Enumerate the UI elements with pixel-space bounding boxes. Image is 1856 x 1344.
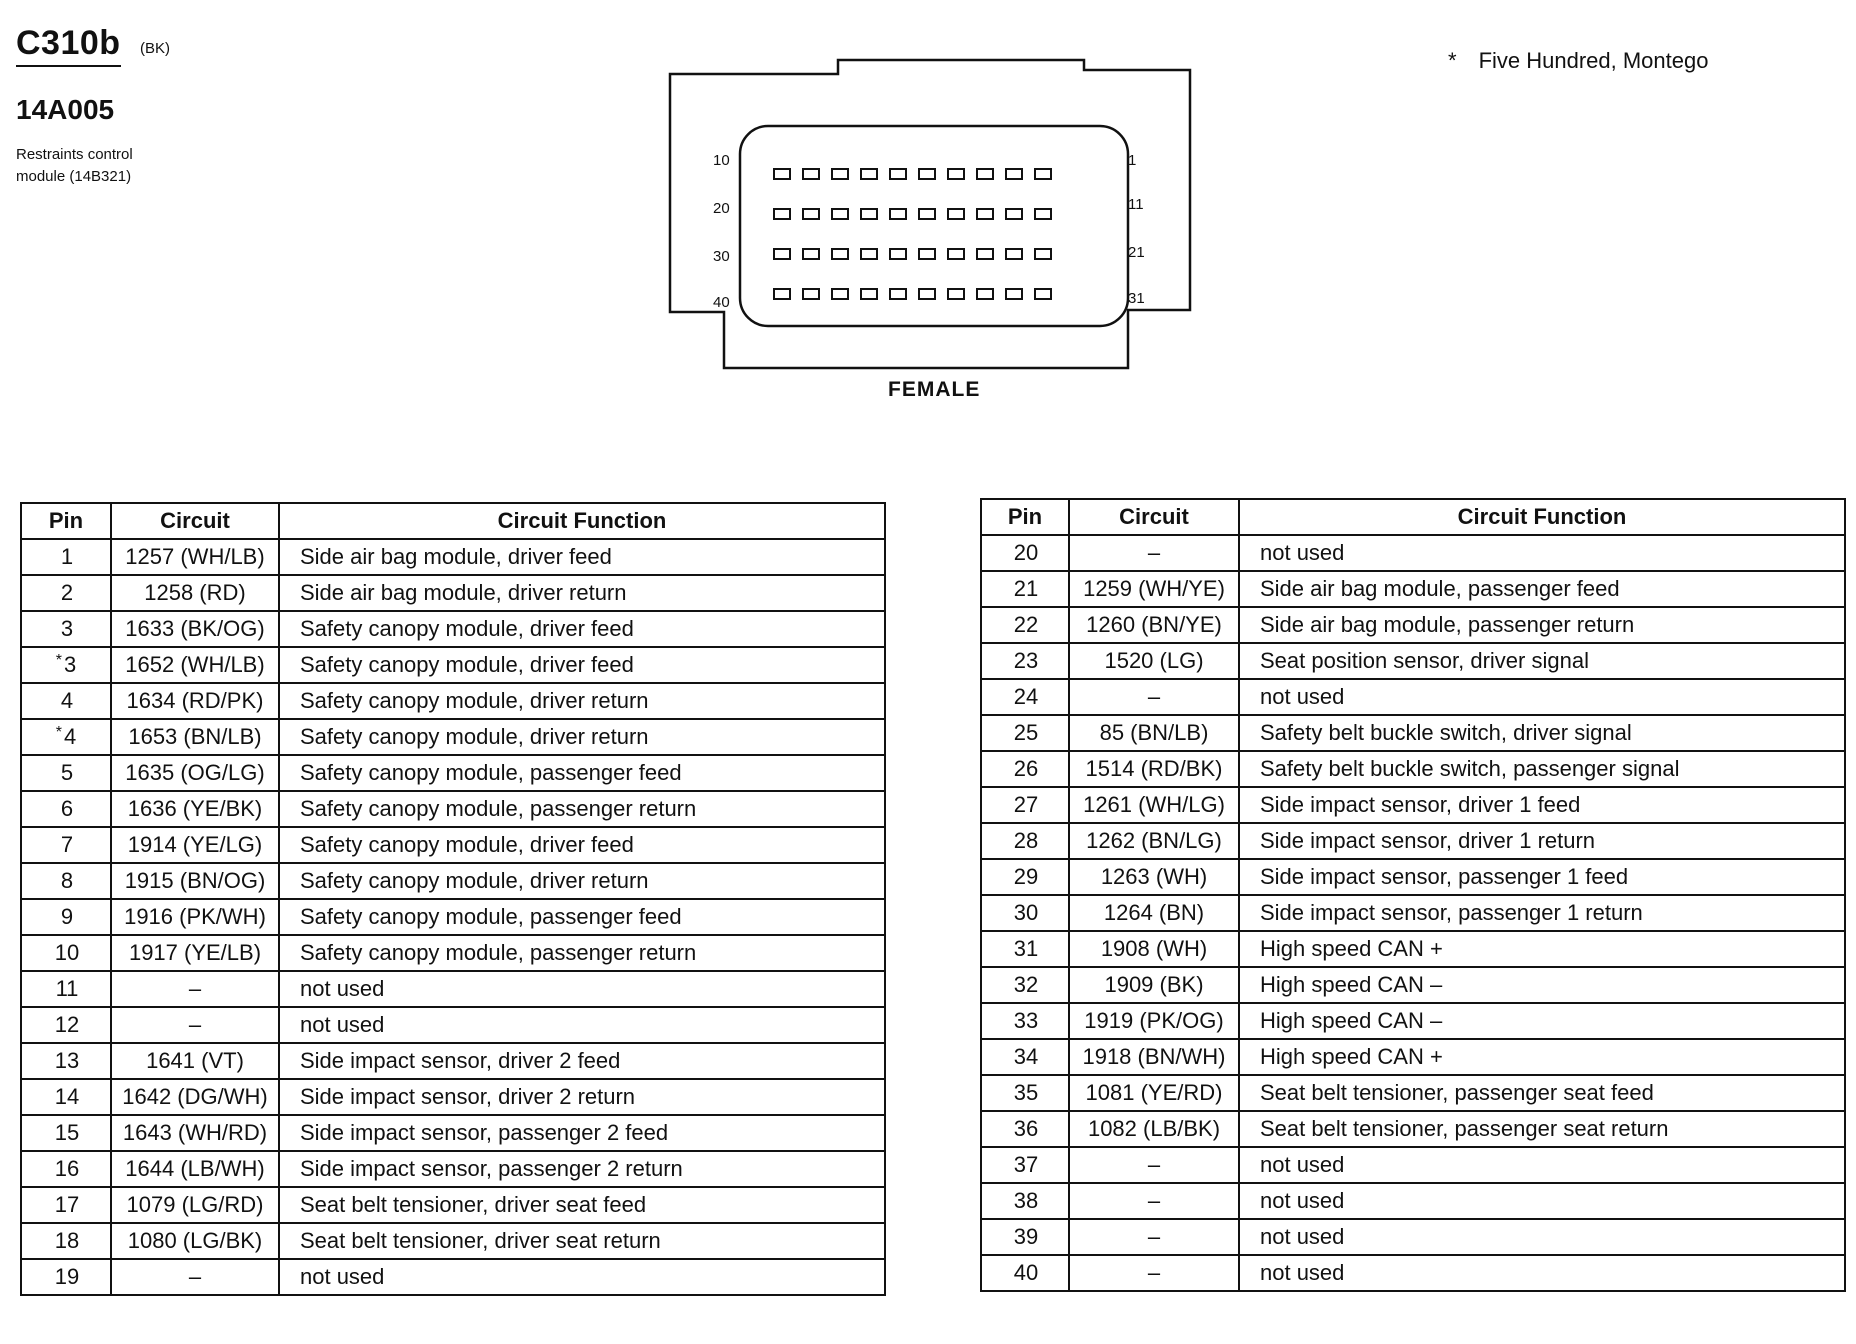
- function-cell: not used: [279, 1259, 885, 1295]
- pin-number: 22: [1013, 612, 1039, 637]
- table-row: [21, 1079, 885, 1115]
- pin-number: 15: [54, 1120, 80, 1145]
- part-number: 14A005: [16, 94, 115, 125]
- circuit-cell: 1914 (YE/LG): [111, 827, 279, 863]
- pin-cavity: [1006, 249, 1022, 259]
- function-cell: Side air bag module, passenger return: [1239, 607, 1845, 643]
- circuit-cell: 1080 (LG/BK): [111, 1223, 279, 1259]
- circuit-cell: 1081 (YE/RD): [1069, 1075, 1239, 1111]
- pin-cavity: [948, 169, 964, 179]
- table-row: [21, 1223, 885, 1259]
- table-row: [981, 571, 1845, 607]
- pin-cell: [981, 1147, 1069, 1183]
- pin-number: 13: [54, 1048, 80, 1073]
- pin-number: 38: [1013, 1188, 1039, 1213]
- table-row: [981, 607, 1845, 643]
- pin-cavity: [977, 289, 993, 299]
- module-description-line1: Restraints control: [16, 146, 133, 163]
- circuit-cell: 1263 (WH): [1069, 859, 1239, 895]
- pin-cell: [21, 827, 111, 863]
- table-row: [981, 1111, 1845, 1147]
- table-row: [981, 1003, 1845, 1039]
- module-description-line2: module (14B321): [16, 168, 132, 185]
- circuit-cell: 1258 (RD): [111, 575, 279, 611]
- pin-cavity: [890, 209, 906, 219]
- pin-number: 32: [1013, 972, 1039, 997]
- function-cell: Side impact sensor, driver 2 return: [279, 1079, 885, 1115]
- model-note: [1448, 48, 1708, 74]
- circuit-cell: 1633 (BK/OG): [111, 611, 279, 647]
- pin-number: 39: [1013, 1224, 1039, 1249]
- pin-cell: [21, 1223, 111, 1259]
- module-description: [16, 144, 133, 188]
- function-cell: not used: [1239, 1219, 1845, 1255]
- function-cell: Side impact sensor, driver 1 feed: [1239, 787, 1845, 823]
- note-symbol: *: [1448, 48, 1457, 73]
- circuit-cell: –: [111, 1259, 279, 1295]
- pin-cavity: [803, 169, 819, 179]
- function-cell: Side impact sensor, passenger 1 feed: [1239, 859, 1845, 895]
- table-row: [21, 1259, 885, 1295]
- pin-cavity: [977, 249, 993, 259]
- table-row: [981, 895, 1845, 931]
- table-row: [981, 715, 1845, 751]
- pin-cavity: [977, 209, 993, 219]
- pin-number: 40: [1013, 1260, 1039, 1285]
- table-row: [21, 899, 885, 935]
- pin-cavity: [832, 169, 848, 179]
- pin-number: 2: [60, 580, 74, 605]
- function-cell: not used: [1239, 1183, 1845, 1219]
- circuit-cell: 1259 (WH/YE): [1069, 571, 1239, 607]
- pin-cell: [981, 1183, 1069, 1219]
- pin-table-left: [20, 502, 886, 1296]
- circuit-cell: 1262 (BN/LG): [1069, 823, 1239, 859]
- pin-number: 27: [1013, 792, 1039, 817]
- pin-cell: [21, 935, 111, 971]
- pin-number: 17: [54, 1192, 80, 1217]
- pin-cell: [21, 1115, 111, 1151]
- pin-cell: [21, 971, 111, 1007]
- pin-number: 21: [1013, 576, 1039, 601]
- table-row: [21, 1007, 885, 1043]
- function-cell: High speed CAN +: [1239, 1039, 1845, 1075]
- table-row: [21, 935, 885, 971]
- function-cell: Seat belt tensioner, passenger seat feed: [1239, 1075, 1845, 1111]
- circuit-cell: –: [111, 971, 279, 1007]
- pin-cell: [981, 1075, 1069, 1111]
- pin-label-10: 10: [713, 152, 730, 169]
- pin-number: 33: [1013, 1008, 1039, 1033]
- pin-cavity: [861, 169, 877, 179]
- pin-number: 6: [60, 796, 74, 821]
- pin-cell: [21, 1151, 111, 1187]
- pin-cell: [981, 1255, 1069, 1291]
- pin-cell: [981, 967, 1069, 1003]
- circuit-cell: 1261 (WH/LG): [1069, 787, 1239, 823]
- table-row: [21, 683, 885, 719]
- pin-cell: [981, 715, 1069, 751]
- circuit-cell: 1634 (RD/PK): [111, 683, 279, 719]
- pin-number: 7: [60, 832, 74, 857]
- function-cell: Safety canopy module, passenger return: [279, 935, 885, 971]
- pin-cell: [981, 1039, 1069, 1075]
- circuit-cell: 1916 (PK/WH): [111, 899, 279, 935]
- col-header-circuit: Circuit: [1069, 499, 1239, 535]
- circuit-cell: 1908 (WH): [1069, 931, 1239, 967]
- function-cell: not used: [1239, 679, 1845, 715]
- pin-cell: [21, 863, 111, 899]
- table-row: [21, 719, 885, 755]
- pin-cavity: [919, 169, 935, 179]
- function-cell: Safety canopy module, driver return: [279, 719, 885, 755]
- circuit-cell: 1644 (LB/WH): [111, 1151, 279, 1187]
- pin-cell: [21, 1043, 111, 1079]
- pin-cell: [981, 607, 1069, 643]
- pin-cell: [21, 719, 111, 755]
- function-cell: Side air bag module, driver feed: [279, 539, 885, 575]
- col-header-pin: Pin: [981, 499, 1069, 535]
- circuit-cell: 1917 (YE/LB): [111, 935, 279, 971]
- pin-cavity: [1035, 169, 1051, 179]
- function-cell: Side impact sensor, passenger 2 return: [279, 1151, 885, 1187]
- pin-number: 26: [1013, 756, 1039, 781]
- function-cell: not used: [279, 971, 885, 1007]
- note-text: Five Hundred, Montego: [1478, 48, 1709, 73]
- pin-cavity: [803, 209, 819, 219]
- connector-outline: [660, 50, 1200, 390]
- pin-table-right: [980, 498, 1846, 1292]
- pin-cell: [21, 1187, 111, 1223]
- circuit-cell: –: [1069, 1183, 1239, 1219]
- circuit-cell: 85 (BN/LB): [1069, 715, 1239, 751]
- pin-number: 34: [1013, 1044, 1039, 1069]
- function-cell: Seat belt tensioner, driver seat return: [279, 1223, 885, 1259]
- pin-cavity: [774, 249, 790, 259]
- pin-cavity: [1035, 209, 1051, 219]
- function-cell: Side impact sensor, passenger 1 return: [1239, 895, 1845, 931]
- pin-cavity: [803, 249, 819, 259]
- table-row: [981, 1147, 1845, 1183]
- circuit-cell: 1653 (BN/LB): [111, 719, 279, 755]
- table-row: [981, 967, 1845, 1003]
- table-row: [981, 1183, 1845, 1219]
- function-cell: Safety canopy module, driver feed: [279, 647, 885, 683]
- pin-number: 12: [54, 1012, 80, 1037]
- pin-label-21: 21: [1128, 244, 1145, 261]
- table-row: [21, 863, 885, 899]
- function-cell: High speed CAN –: [1239, 967, 1845, 1003]
- table-row: [981, 931, 1845, 967]
- model-mark: *: [55, 724, 62, 741]
- col-header-pin: Pin: [21, 503, 111, 539]
- pin-number: 14: [54, 1084, 80, 1109]
- pin-label-31: 31: [1128, 290, 1145, 307]
- circuit-cell: 1642 (DG/WH): [111, 1079, 279, 1115]
- circuit-cell: 1918 (BN/WH): [1069, 1039, 1239, 1075]
- table-row: [981, 1075, 1845, 1111]
- pin-cell: [981, 643, 1069, 679]
- pin-cell: [981, 931, 1069, 967]
- pin-label-40: 40: [713, 294, 730, 311]
- table-row: [981, 535, 1845, 571]
- pin-number: 11: [55, 976, 79, 1001]
- pin-number: 31: [1013, 936, 1039, 961]
- function-cell: Safety canopy module, passenger feed: [279, 755, 885, 791]
- table-row: [981, 643, 1845, 679]
- circuit-cell: –: [1069, 1147, 1239, 1183]
- pin-label-20: 20: [713, 200, 730, 217]
- table-row: [21, 827, 885, 863]
- pin-number: 10: [54, 940, 80, 965]
- pin-number: 36: [1013, 1116, 1039, 1141]
- table-row: [21, 575, 885, 611]
- circuit-cell: 1641 (VT): [111, 1043, 279, 1079]
- pin-cell: [981, 535, 1069, 571]
- col-header-function: Circuit Function: [1239, 499, 1845, 535]
- table-row: [21, 1043, 885, 1079]
- function-cell: Safety belt buckle switch, driver signal: [1239, 715, 1845, 751]
- table-row: [981, 679, 1845, 715]
- pin-cavity: [1035, 289, 1051, 299]
- circuit-cell: 1636 (YE/BK): [111, 791, 279, 827]
- circuit-cell: 1079 (LG/RD): [111, 1187, 279, 1223]
- connector-view-label: FEMALE: [888, 378, 981, 401]
- table-row: [21, 1115, 885, 1151]
- table-row: [981, 1255, 1845, 1291]
- circuit-cell: –: [1069, 679, 1239, 715]
- function-cell: High speed CAN +: [1239, 931, 1845, 967]
- table-row: [981, 859, 1845, 895]
- function-cell: Safety canopy module, driver return: [279, 683, 885, 719]
- pin-cell: [21, 791, 111, 827]
- circuit-cell: –: [1069, 535, 1239, 571]
- pin-cavity: [919, 289, 935, 299]
- function-cell: Safety canopy module, driver return: [279, 863, 885, 899]
- table-row: [981, 1219, 1845, 1255]
- pin-cell: [21, 1007, 111, 1043]
- pin-cell: [981, 859, 1069, 895]
- function-cell: not used: [279, 1007, 885, 1043]
- table-row: [21, 647, 885, 683]
- table-row: [981, 1039, 1845, 1075]
- pin-cell: [21, 611, 111, 647]
- circuit-cell: 1082 (LB/BK): [1069, 1111, 1239, 1147]
- function-cell: not used: [1239, 535, 1845, 571]
- table-row: [21, 971, 885, 1007]
- table-row: [21, 539, 885, 575]
- function-cell: Seat belt tensioner, passenger seat return: [1239, 1111, 1845, 1147]
- function-cell: Safety canopy module, passenger return: [279, 791, 885, 827]
- pin-cavity: [861, 249, 877, 259]
- table-row: [21, 611, 885, 647]
- pin-label-11: 11: [1128, 196, 1144, 213]
- circuit-cell: 1260 (BN/YE): [1069, 607, 1239, 643]
- circuit-cell: 1520 (LG): [1069, 643, 1239, 679]
- pin-number: 25: [1013, 720, 1039, 745]
- pin-cavity: [890, 169, 906, 179]
- pin-cell: [21, 575, 111, 611]
- pin-cavity: [774, 169, 790, 179]
- table-row: [21, 791, 885, 827]
- pin-cell: [21, 1259, 111, 1295]
- pin-cell: [981, 1111, 1069, 1147]
- pin-cavity: [1006, 289, 1022, 299]
- pin-number: 28: [1013, 828, 1039, 853]
- connector-color: (BK): [140, 40, 170, 57]
- circuit-cell: 1257 (WH/LB): [111, 539, 279, 575]
- pin-cell: [981, 1219, 1069, 1255]
- circuit-cell: 1919 (PK/OG): [1069, 1003, 1239, 1039]
- pin-cell: [21, 683, 111, 719]
- table-header-row: [981, 499, 1845, 535]
- pin-cell: [21, 755, 111, 791]
- pin-cavity: [861, 209, 877, 219]
- pin-cavity: [803, 289, 819, 299]
- function-cell: not used: [1239, 1147, 1845, 1183]
- pin-cell: [981, 823, 1069, 859]
- pin-cell: [981, 787, 1069, 823]
- function-cell: Side impact sensor, driver 1 return: [1239, 823, 1845, 859]
- circuit-cell: 1635 (OG/LG): [111, 755, 279, 791]
- pin-cell: [21, 899, 111, 935]
- pin-number: 16: [54, 1156, 80, 1181]
- pin-number: 1: [60, 544, 74, 569]
- function-cell: High speed CAN –: [1239, 1003, 1845, 1039]
- pin-number: 23: [1013, 648, 1039, 673]
- connector-diagram: [660, 50, 1200, 390]
- table-row: [981, 787, 1845, 823]
- pin-cell: [21, 647, 111, 683]
- pin-cavity: [948, 289, 964, 299]
- table-row: [21, 755, 885, 791]
- pin-cavity: [1035, 249, 1051, 259]
- pin-cell: [21, 539, 111, 575]
- pin-label-30: 30: [713, 248, 730, 265]
- pin-number: 3: [60, 616, 74, 641]
- pin-number: 30: [1013, 900, 1039, 925]
- pin-number: 5: [60, 760, 74, 785]
- pin-cell: [21, 1079, 111, 1115]
- pin-cavity: [919, 209, 935, 219]
- function-cell: Side impact sensor, passenger 2 feed: [279, 1115, 885, 1151]
- pin-cavity: [832, 289, 848, 299]
- circuit-cell: –: [1069, 1219, 1239, 1255]
- pin-cavity: [832, 249, 848, 259]
- pin-cavity: [774, 209, 790, 219]
- pin-number: 29: [1013, 864, 1039, 889]
- function-cell: Safety belt buckle switch, passenger signal: [1239, 751, 1845, 787]
- model-mark: *: [55, 652, 62, 669]
- pin-cavity: [774, 289, 790, 299]
- pin-number: 20: [1013, 540, 1039, 565]
- pin-cell: [981, 1003, 1069, 1039]
- function-cell: Seat belt tensioner, driver seat feed: [279, 1187, 885, 1223]
- pin-number: 4: [60, 688, 74, 713]
- pin-cell: [981, 895, 1069, 931]
- function-cell: Safety canopy module, driver feed: [279, 827, 885, 863]
- circuit-cell: –: [111, 1007, 279, 1043]
- pin-cavity: [861, 289, 877, 299]
- table-row: [981, 751, 1845, 787]
- pin-cavity: [948, 209, 964, 219]
- function-cell: Seat position sensor, driver signal: [1239, 643, 1845, 679]
- pin-cell: [981, 571, 1069, 607]
- pin-cavity: [948, 249, 964, 259]
- circuit-cell: –: [1069, 1255, 1239, 1291]
- table-row: [981, 823, 1845, 859]
- pin-label-1: 1: [1128, 152, 1137, 169]
- pin-cells: [774, 169, 1051, 299]
- pin-cavity: [1006, 169, 1022, 179]
- col-header-circuit: Circuit: [111, 503, 279, 539]
- pin-number: 9: [60, 904, 74, 929]
- circuit-cell: 1915 (BN/OG): [111, 863, 279, 899]
- pin-number: 3: [63, 652, 77, 677]
- function-cell: Side air bag module, passenger feed: [1239, 571, 1845, 607]
- pin-cavity: [890, 249, 906, 259]
- pin-number: 4: [63, 724, 77, 749]
- circuit-cell: 1652 (WH/LB): [111, 647, 279, 683]
- table-header-row: [21, 503, 885, 539]
- pin-number: 24: [1013, 684, 1039, 709]
- circuit-cell: 1909 (BK): [1069, 967, 1239, 1003]
- pin-number: 37: [1013, 1152, 1039, 1177]
- function-cell: Safety canopy module, passenger feed: [279, 899, 885, 935]
- circuit-cell: 1264 (BN): [1069, 895, 1239, 931]
- pin-number: 8: [60, 868, 74, 893]
- col-header-function: Circuit Function: [279, 503, 885, 539]
- circuit-cell: 1514 (RD/BK): [1069, 751, 1239, 787]
- pin-cavity: [832, 209, 848, 219]
- function-cell: Safety canopy module, driver feed: [279, 611, 885, 647]
- pin-cell: [981, 751, 1069, 787]
- pin-cavity: [919, 249, 935, 259]
- pin-number: 19: [54, 1264, 80, 1289]
- table-row: [21, 1151, 885, 1187]
- circuit-cell: 1643 (WH/RD): [111, 1115, 279, 1151]
- pin-cavity: [1006, 209, 1022, 219]
- connector-housing: [670, 60, 1190, 368]
- function-cell: not used: [1239, 1255, 1845, 1291]
- function-cell: Side impact sensor, driver 2 feed: [279, 1043, 885, 1079]
- connector-id: C310b: [16, 24, 121, 67]
- pin-cavity: [890, 289, 906, 299]
- pin-cavity: [977, 169, 993, 179]
- pin-number: 35: [1013, 1080, 1039, 1105]
- pin-number: 18: [54, 1228, 80, 1253]
- function-cell: Side air bag module, driver return: [279, 575, 885, 611]
- table-row: [21, 1187, 885, 1223]
- pin-cell: [981, 679, 1069, 715]
